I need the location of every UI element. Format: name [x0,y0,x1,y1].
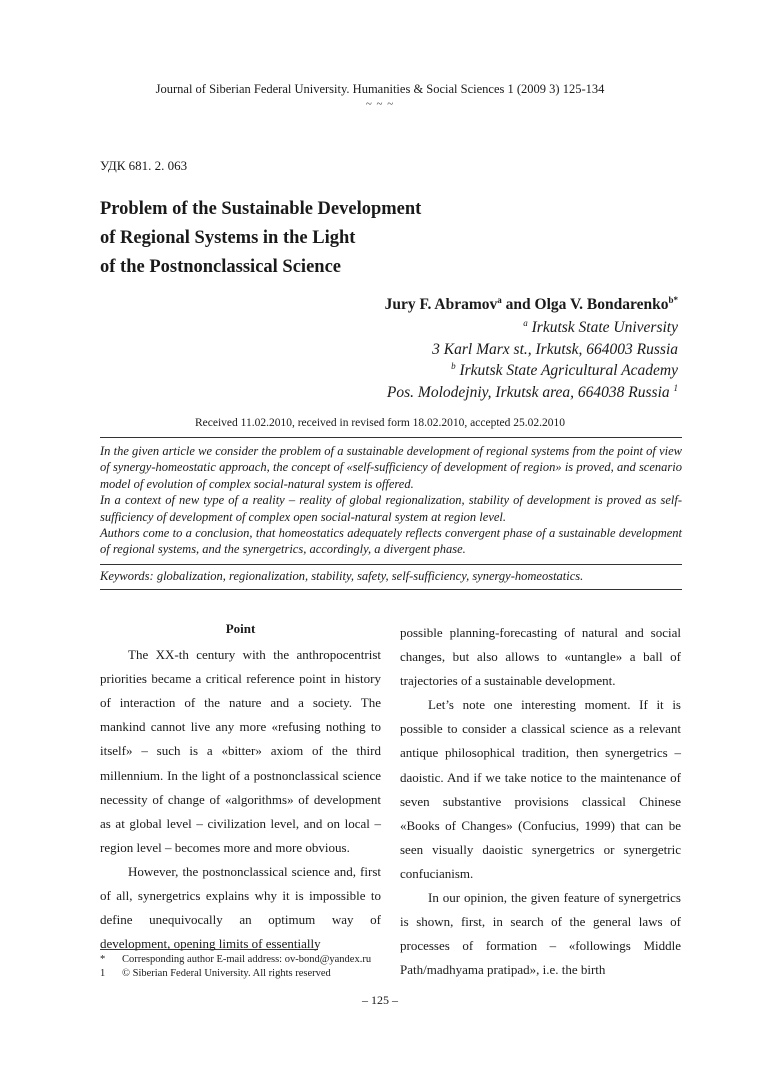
abstract-bottom-rule [100,564,682,565]
abstract [100,443,682,558]
affiliation-a-mark: a [523,317,528,328]
affiliation-b-mark: b [451,360,456,371]
body-column-right [400,621,681,982]
section-heading: Point [225,621,256,636]
affiliation-a [387,317,678,339]
footnote-mark: 1 [100,968,106,979]
abstract-top-rule [100,437,682,438]
header-ornament: ~ ~ ~ [365,98,395,110]
footnotes [100,953,371,981]
body-paragraph: Let’s note one interesting moment. If it is possible to consider a classical science as a relevant antique philosophical tradition, then synergetrics – daoistic. And if we take notice to the maintenance of seven substantive provisions classical Chinese «Books of Changes» (Confucius, 1999) that can be seen visually daoistic synergetrics or synergetric confucianism. [400,697,681,881]
footnote-item [100,967,371,981]
keywords: Keywords: globalization, regionalization, stability, safety, self-sufficiency, synergy-homeostatics. [100,569,584,583]
body-paragraph: The XX-th century with the anthropocentrist priorities became a critical reference point in history of interaction of the nature and a society. The mankind cannot live any more «refusing nothing to itself» – such is a «bitter» axiom of the third millennium. In the light of a postnonclassical science necessity of change of «algorithms» of development as at global level – civilization level, and on local – region level – becomes more and more obvious. [100,647,381,855]
body-paragraph: However, the postnonclassical science and, first of all, synergetrics explains why it is impossible to define unequivocally an optimum way of development, opening limits of essentially [100,863,381,952]
affiliation-b-address: Pos. Molodejniy, Irkutsk area, 664038 Russia [386,383,670,401]
author-conjunction: and [501,296,535,313]
affiliation-a-address: 3 Karl Marx st., Irkutsk, 664003 Russia [432,340,678,358]
affiliation-b-footnote-mark: 1 [673,382,678,393]
affiliations [387,317,678,403]
footnote-rule [100,949,318,950]
keywords-bottom-rule [100,589,682,590]
affiliation-b-address-line [387,382,678,404]
article-title [100,195,520,282]
affiliation-b [387,360,678,382]
abstract-paragraph-3: Authors come to a conclusion, that homeostatics adequately reflects convergent phase of a sustainable development of regional systems, and the synergetrics, accordingly, a divergent phase. [100,526,682,557]
body-column-left [100,617,381,956]
author-2: Olga V. Bondarenko [534,296,669,313]
udk-code: УДК 681. 2. 063 [100,158,188,173]
footnote-text: Corresponding author E-mail address: ov-bond@yandex.ru [122,954,372,965]
title-line-3: of the Postnonclassical Science [100,257,341,277]
footnote-text: © Siberian Federal University. All rights reserved [122,968,331,979]
title-line-1: Problem of the Sustainable Development [100,199,422,219]
abstract-paragraph-1: In the given article we consider the problem of a sustainable development of regional systems from the point of view of synergy-homeostatic approach, the concept of «self-sufficiency of development of region» is proved, and scenario model of evolution of complex social-natural system is offered. [100,444,682,491]
page-number: – 125 – [362,993,398,1007]
title-line-2: of Regional Systems in the Light [100,228,356,248]
journal-header: Journal of Siberian Federal University. Humanities & Social Sciences 1 (2009 3) 125-134 [155,82,605,96]
body-paragraph: possible planning-forecasting of natural and social changes, but also allows to «untangle» a ball of trajectories of a sustainable development. [400,625,681,689]
affiliation-a-name: Irkutsk State University [531,319,678,336]
abstract-paragraph-2: In a context of new type of a reality – reality of global regionalization, stability of development is proved as self-sufficiency of development of complex open social-natural system at region level. [100,493,682,524]
footnote-item [100,953,371,967]
author-1: Jury F. Abramov [384,296,498,313]
body-paragraph: In our opinion, the given feature of synergetrics is shown, first, in search of the general laws of processes of formation – «followings Middle Path/madhyama pratipad», i.e. the birth [400,890,681,978]
author-list [385,296,678,314]
footnote-mark: * [100,954,106,965]
author-1-mark: a [497,294,502,305]
received-dates: Received 11.02.2010, received in revised form 18.02.2010, accepted 25.02.2010 [194,417,566,429]
author-2-mark: b* [668,294,678,305]
affiliation-b-name: Irkutsk State Agricultural Academy [459,362,678,379]
